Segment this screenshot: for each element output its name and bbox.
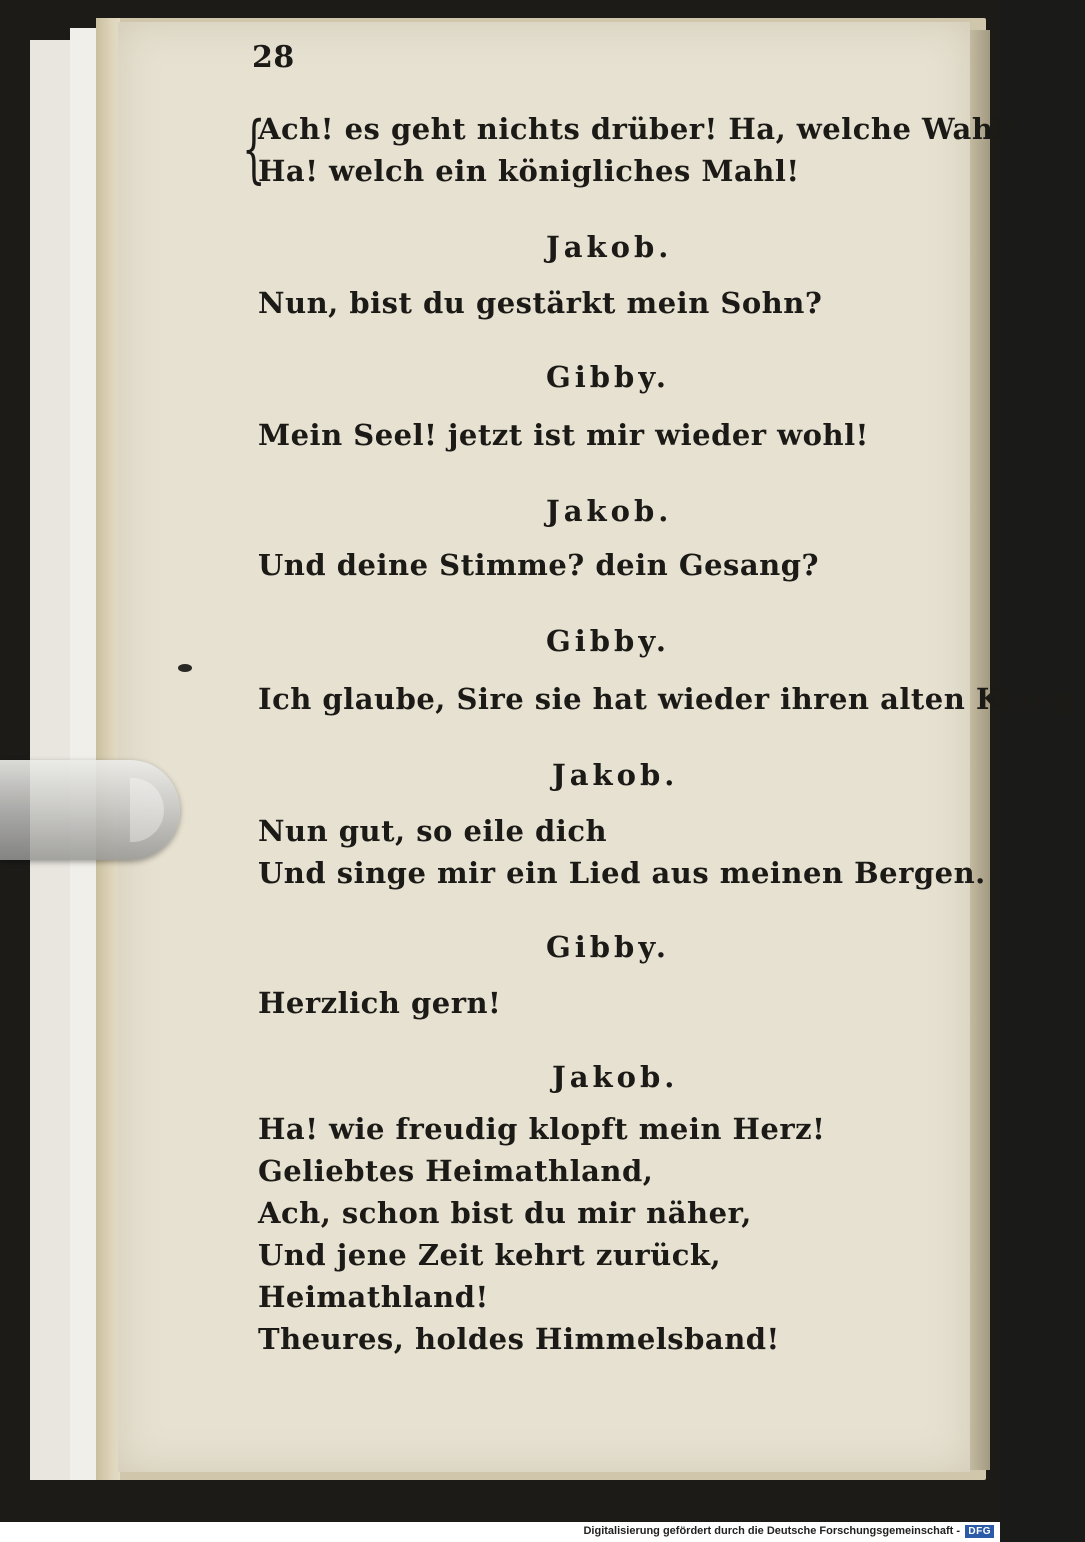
verse-line: Theures, holdes Himmelsband! xyxy=(258,1322,780,1356)
verse-line: Geliebtes Heimathland, xyxy=(258,1154,654,1188)
verse-line: Mein Seel! jetzt ist mir wieder wohl! xyxy=(258,418,869,452)
verse-line: Nun, bist du gestärkt mein Sohn? xyxy=(258,286,823,320)
verse-line: Und singe mir ein Lied aus meinen Bergen. xyxy=(258,856,986,890)
speaker-name: Jakob. xyxy=(546,494,673,528)
verse-line: Ach, schon bist du mir näher, xyxy=(258,1196,752,1230)
verse-line: Und jene Zeit kehrt zurück, xyxy=(258,1238,722,1272)
verse-line: Und deine Stimme? dein Gesang? xyxy=(258,548,820,582)
verse-line: Heimathland! xyxy=(258,1280,489,1314)
page-edge-left xyxy=(96,18,120,1480)
verse-line: Ich glaube, Sire sie hat wieder ihren alten Klang. xyxy=(258,682,1085,716)
verse-line: Ach! es geht nichts drüber! Ha, welche Wahl! xyxy=(258,112,1019,146)
speaker-name: Jakob. xyxy=(546,230,673,264)
speaker-name: Gibby. xyxy=(546,930,670,964)
verse-line: Nun gut, so eile dich xyxy=(258,814,608,848)
verse-brace: { xyxy=(242,106,266,192)
speaker-name: Gibby. xyxy=(546,624,670,658)
verse-line: Ha! wie freudig klopft mein Herz! xyxy=(258,1112,826,1146)
funding-credit: Digitalisierung gefördert durch die Deutsche Forschungsgemeinschaft - xyxy=(583,1525,960,1537)
speaker-name: Jakob. xyxy=(552,1060,679,1094)
ink-smudge xyxy=(178,664,192,672)
verse-line: Herzlich gern! xyxy=(258,986,502,1020)
verse-line: Ha! welch ein königliches Mahl! xyxy=(258,154,800,188)
speaker-name: Gibby. xyxy=(546,360,670,394)
page-number: 28 xyxy=(252,40,295,75)
speaker-name: Jakob. xyxy=(552,758,679,792)
dfg-logo: DFG xyxy=(965,1525,994,1538)
